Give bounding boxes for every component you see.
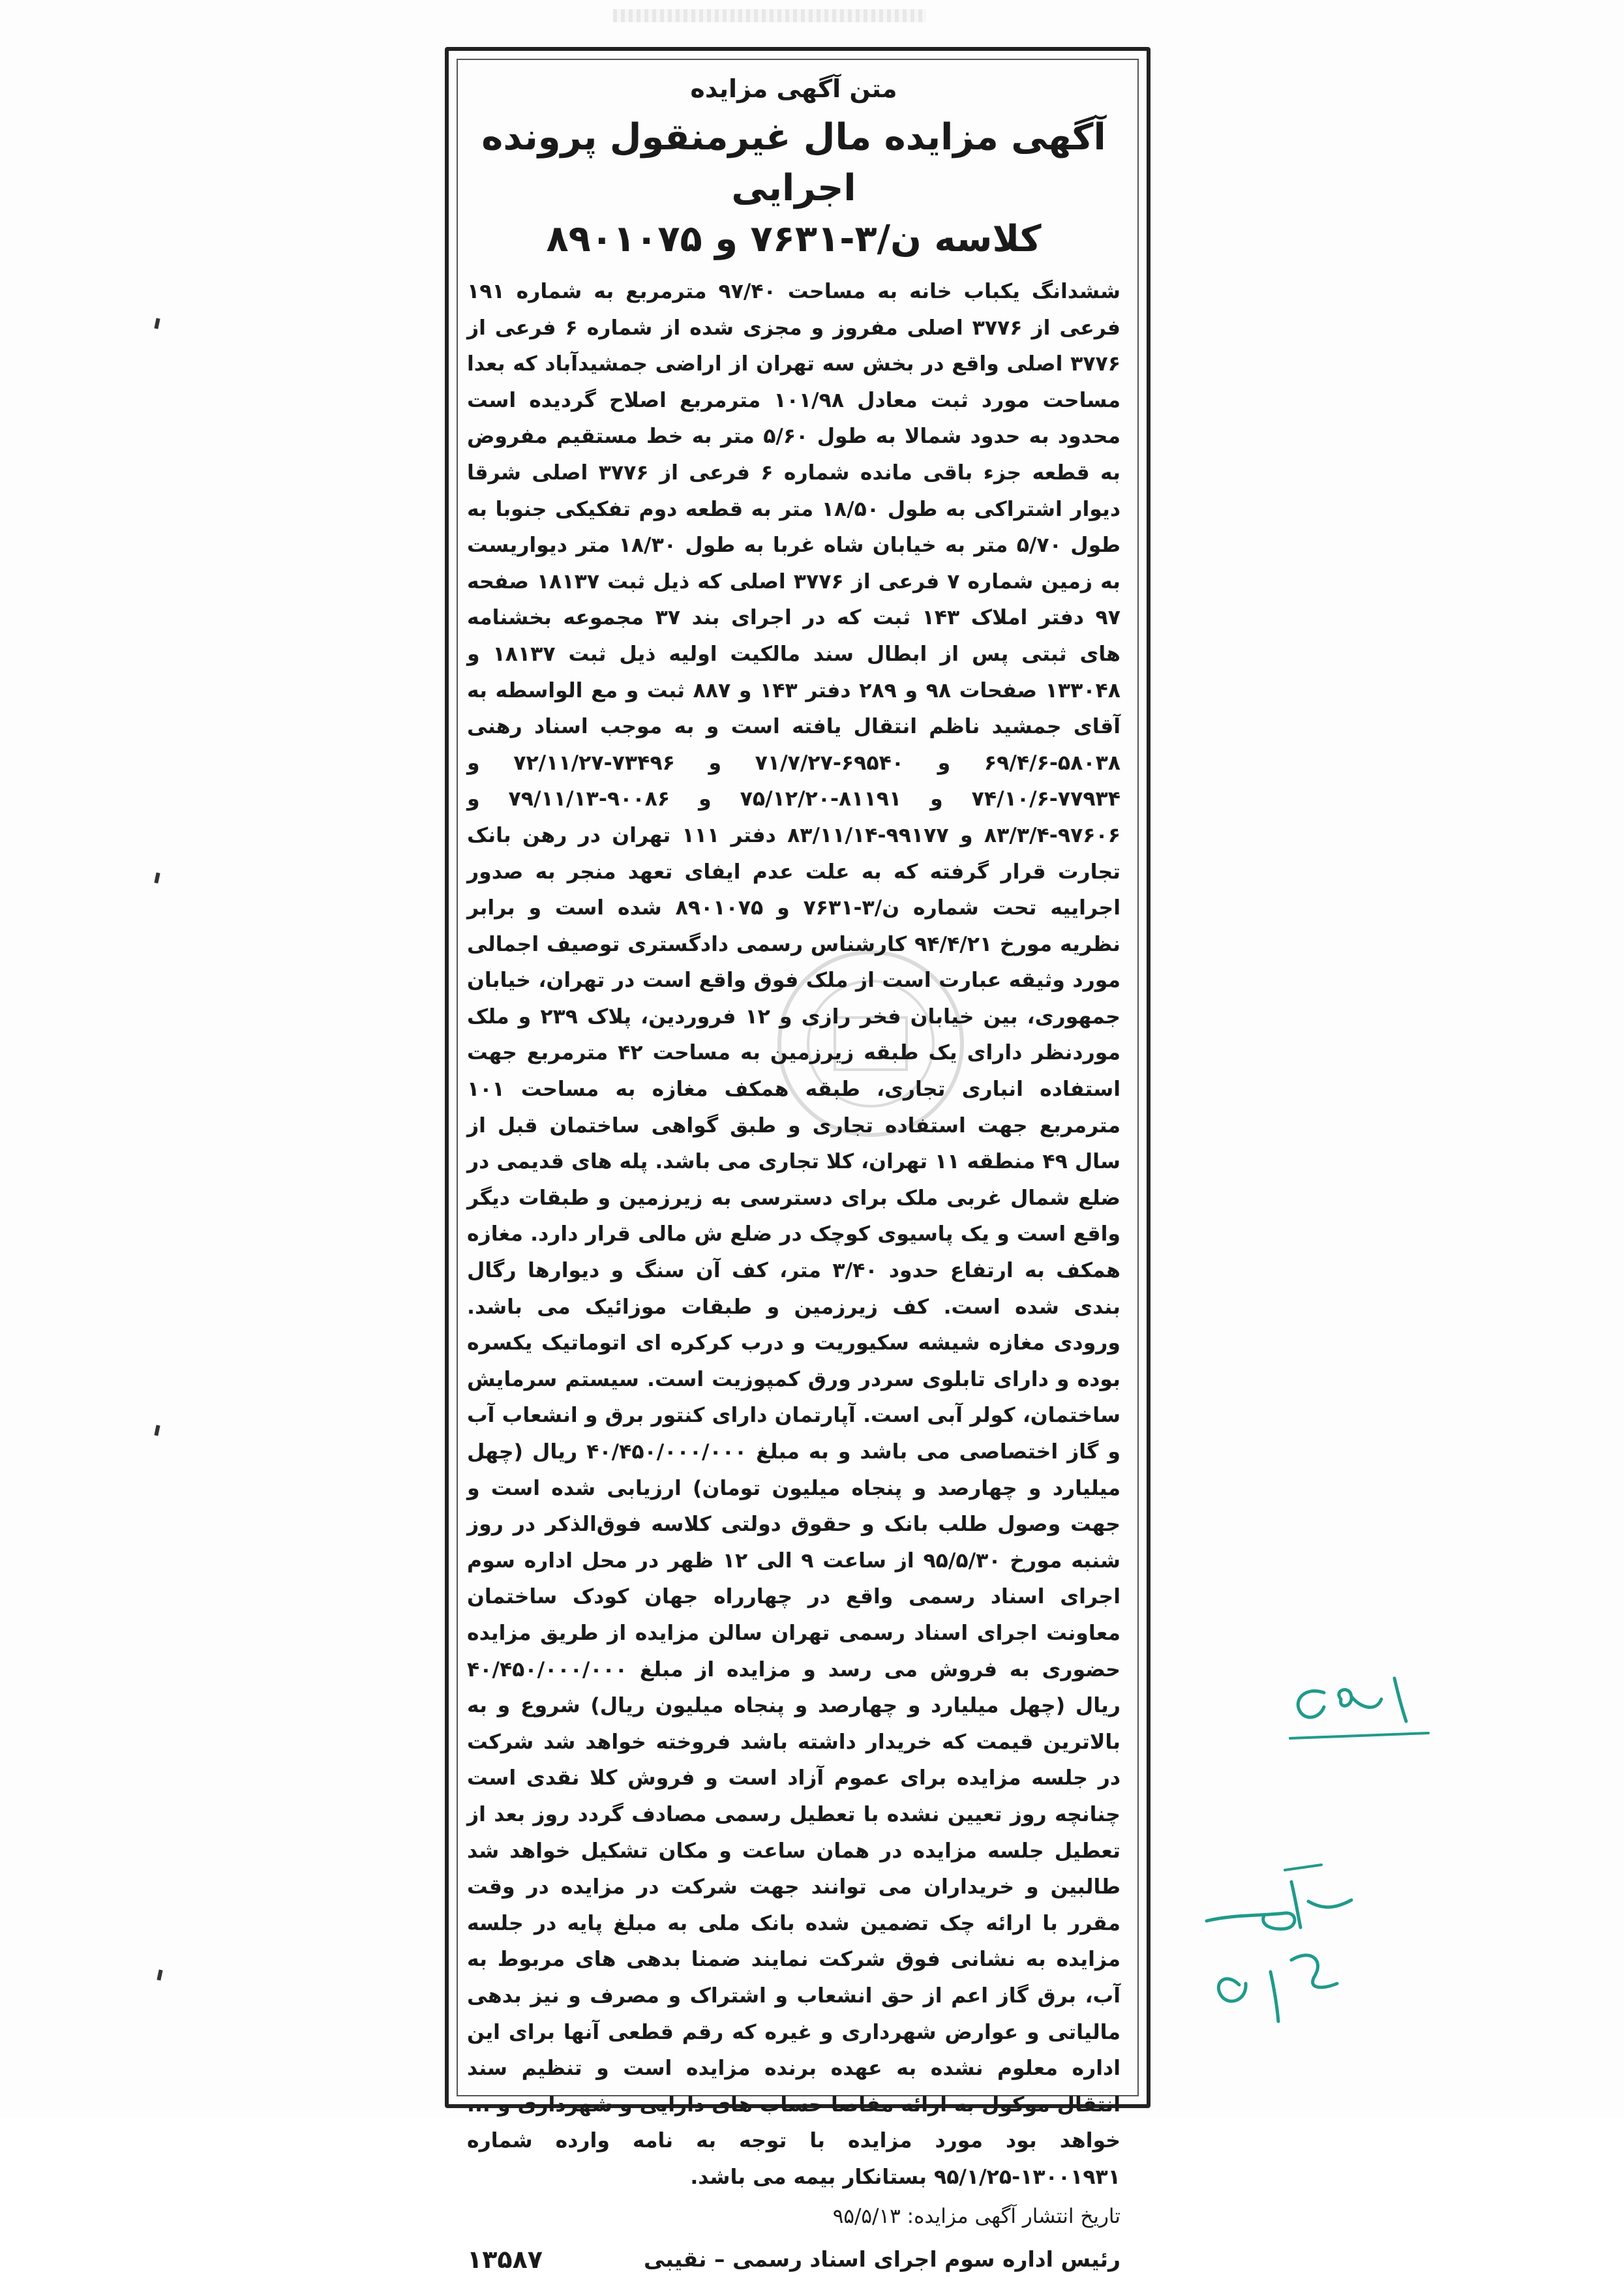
- notice-title-line1: آگهی مزایده مال غیرمنقول پرونده اجرایی: [481, 116, 1106, 209]
- handwritten-number-annotation: [1278, 1667, 1435, 1771]
- margin-tick: [154, 1425, 160, 1436]
- scan-smudge: [613, 9, 926, 22]
- signature-line: رئیس اداره سوم اجرای اسناد رسمی – نقیبی: [644, 2246, 1120, 2272]
- notice-title-line2: کلاسه ن/۳-۷۶۳۱ و ۸۹۰۱۰۷۵: [546, 218, 1042, 260]
- notice-code: ۱۳۵۸۷: [467, 2245, 543, 2274]
- handwritten-note-annotation: [1187, 1862, 1376, 2038]
- margin-tick: [154, 318, 160, 329]
- publication-date: تاریخ انتشار آگهی مزایده: ۹۵/۵/۱۳: [832, 2205, 1120, 2229]
- notice-label: متن آگهی مزایده: [690, 74, 897, 103]
- notice-body: ششدانگ یکباب خانه به مساحت ۹۷/۴۰ مترمربع به شماره ۱۹۱ فرعی از ۳۷۷۶ اصلی مفروز و مجزی شده از شماره ۶ فرعی از ۳۷۷۶ اصلی واقع در بخش سه تهران از اراضی جمشیدآباد که بعدا مساحت مورد ثبت معادل ۱۰۱/۹۸ مترمربع اصلاح گردیده است محدود به حدود شمالا به طول ۵/۶۰ متر به خط مستقیم مفروض به قطعه جزء باقی مانده شماره ۶ فرعی از ۳۷۷۶ اصلی شرقا دیوار اشتراکی به طول ۱۸/۵۰ متر به قطعه دوم تفکیکی جنوبا به طول ۵/۷۰ متر به خیابان شاه غربا به طول ۱۸/۳۰ متر دیواریست به زمین شماره ۷ فرعی از ۳۷۷۶ اصلی که ذیل ثبت ۱۸۱۳۷ صفحه ۹۷ دفتر املاک ۱۴۳ ثبت که در اجرای بند ۳۷ مجموعه بخشنامه های ثبتی پس از ابطال سند مالکیت اولیه ذیل ثبت ۱۸۱۳۷ و ۱۳۳۰۴۸ صفحات ۹۸ و ۲۸۹ دفتر ۱۴۳ و ۸۸۷ ثبت و مع الواسطه به آقای جمشید ناظم انتقال یافته است و به موجب اسناد رهنی ۵۸۰۳۸-۶۹/۴/۶ و ۶۹۵۴۰-۷۱/۷/۲۷ و ۷۳۴۹۶-۷۲/۱۱/۲۷ و ۷۷۹۳۴-۷۴/۱۰/۶ و ۸۱۱۹۱-۷۵/۱۲/۲۰ و ۹۰۰۸۶-۷۹/۱۱/۱۳ و ۹۷۶۰۶-۸۳/۳/۴ و ۹۹۱۷۷-۸۳/۱۱/۱۴ دفتر ۱۱۱ تهران در رهن بانک تجارت قرار گرفته که به علت عدم ایفای تعهد منجر به صدور اجراییه تحت شماره ن/۳-۷۶۳۱ و ۸۹۰۱۰۷۵ شده است و برابر نظریه مورخ ۹۴/۴/۲۱ کارشناس رسمی دادگستری توصیف اجمالی مورد وثیقه عبارت است از ملک فوق واقع است در تهران، خیابان جمهوری، بین خیابان فخر رازی و ۱۲ فروردین، پلاک ۲۳۹ و ملک موردنظر دارای یک طبقه زیرزمین به مساحت ۴۲ مترمربع جهت استفاده انباری تجاری، طبقه همکف مغازه به مساحت ۱۰۱ مترمربع جهت استفاده تجاری و طبق گواهی ساختمان قبل از سال ۴۹ منطقه ۱۱ تهران، کلا تجاری می باشد. پله های قدیمی در ضلع شمال غربی ملک برای دسترسی به زیرزمین و طبقات دیگر واقع است و یک پاسیوی کوچک در ضلع ش مالی قرار دارد. مغازه همکف به ارتفاع حدود ۳/۴۰ متر، کف آن سنگ و دیوارها رگال بندی شده است. کف زیرزمین و طبقات موزائیک می باشد. ورودی مغازه شیشه سکیوریت و درب کرکره ای اتوماتیک یکسره بوده و دارای تابلوی سردر ورق کمپوزیت است. سیستم سرمایش ساختمان، کولر آبی است. آپارتمان دارای کنتور برق و انشعاب آب و گاز اختصاصی می باشد و به مبلغ ۴۰/۴۵۰/۰۰۰/۰۰۰ ریال (چهل میلیارد و چهارصد و پنجاه میلیون تومان) ارزیابی شده است و جهت وصول طلب بانک و حقوق دولتی کلاسه فوق‌الذکر در روز شنبه مورخ ۹۵/۵/۳۰ از ساعت ۹ الی ۱۲ ظهر در محل اداره سوم اجرای اسناد رسمی واقع در چهارراه جهان کودک ساختمان معاونت اجرای اسناد رسمی تهران سالن مزایده از طریق مزایده حضوری به فروش می رسد و مزایده از مبلغ ۴۰/۴۵۰/۰۰۰/۰۰۰ ریال (چهل میلیارد و چهارصد و پنجاه میلیون ریال) شروع و به بالاترین قیمت که خریدار داشته باشد فروخته خواهد شد شرکت در جلسه مزایده برای عموم آزاد است و فروش کلا نقدی است چنانچه روز تعیین نشده با تعطیل رسمی مصادف گردد روز بعد از تعطیل جلسه مزایده در همان ساعت و مکان تشکیل خواهد شد طالبین و خریداران می توانند جهت شرکت در مزایده در وقت مقرر با ارائه چک تضمین شده بانک ملی به مبلغ پایه در جلسه مزایده به نشانی فوق شرکت نمایند ضمنا بدهی های مربوط به آب، برق گاز اعم از حق انشعاب و اشتراک و مصرف و نیز بدهی مالیاتی و عوارض شهرداری و غیره که رقم قطعی آنها برای این اداره معلوم نشده به عهده برنده مزایده است و تنظیم سند انتقال موکول به ارائه مفاصا حساب های دارایی و شهرداری و ... خواهد بود مورد مزایده با توجه به نامه وارده شماره ۱۳۰۰۱۹۳۱-۹۵/۱/۲۵ بستانکار بیمه می باشد.: [467, 280, 1121, 2189]
- notice-footer: [467, 2240, 1120, 2279]
- notice-frame: [445, 47, 1150, 2274]
- margin-tick: [154, 873, 160, 884]
- notice-content: [467, 67, 1120, 2279]
- margin-tick: [157, 1970, 162, 1981]
